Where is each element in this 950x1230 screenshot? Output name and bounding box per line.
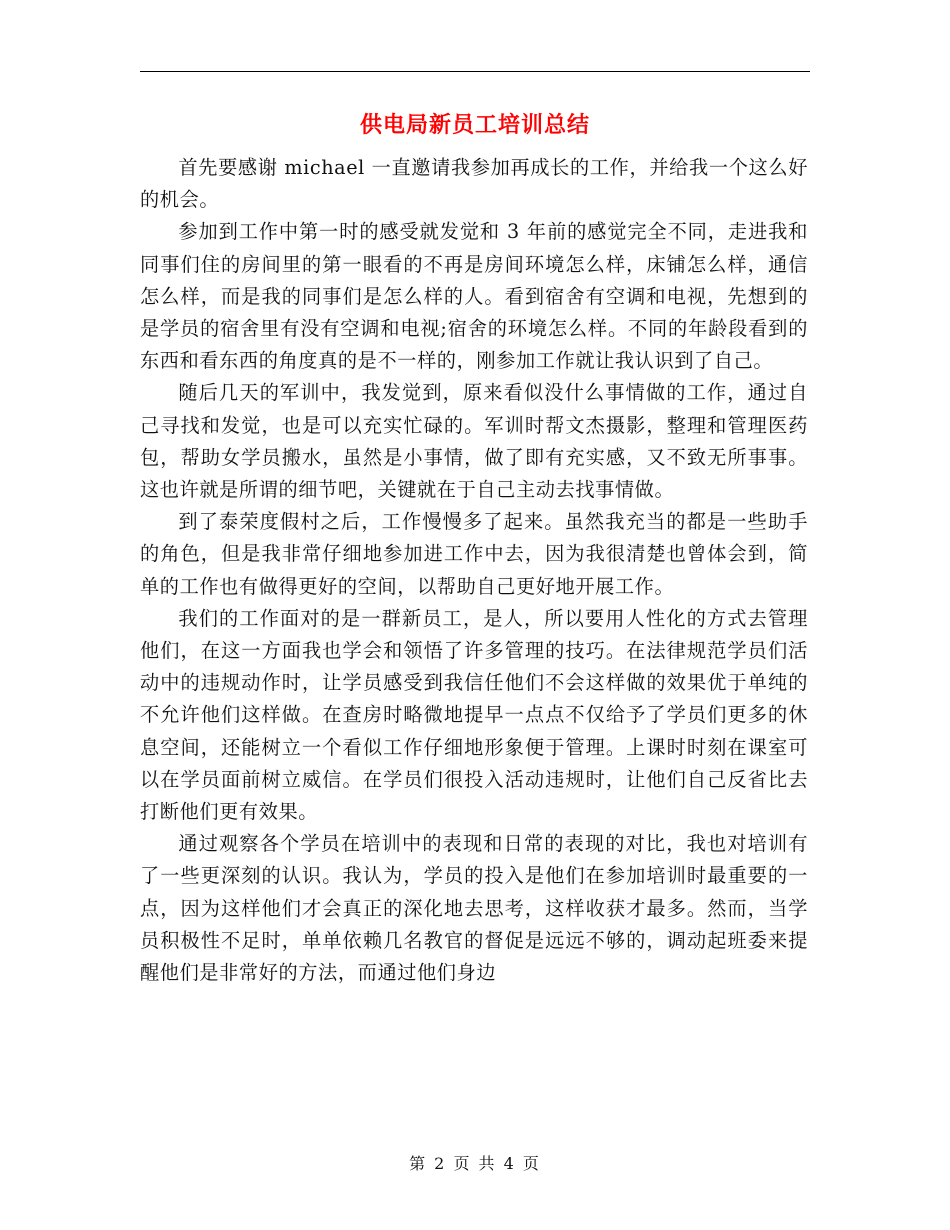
paragraph: 到了泰荣度假村之后，工作慢慢多了起来。虽然我充当的都是一些助手的角色，但是我非常仔细地参加进工作中去，因为我很清楚也曾体会到，简单的工作也有做得更好的空间，以帮助自己更好地开展工作。 — [140, 510, 808, 598]
page-number: 第 2 页 共 4 页 — [409, 1154, 541, 1173]
paragraph: 我们的工作面对的是一群新员工，是人，所以要用人性化的方式去管理他们，在这一方面我也学会和领悟了许多管理的技巧。在法律规范学员们活动中的违规动作时，让学员感受到我信任他们不会这样做的效果优于单纯的不允许他们这样做。在查房时略微地提早一点点不仅给予了学员们更多的休息空间，还能树立一个看似工作仔细地形象便于管理。上课时时刻在课室可以在学员面前树立威信。在学员们很投入活动违规时，让他们自己反省比去打断他们更有效果。 — [140, 606, 808, 824]
document-title: 供电局新员工培训总结 — [359, 112, 590, 138]
header-rule — [140, 71, 810, 72]
paragraph: 随后几天的军训中，我发觉到，原来看似没什么事情做的工作，通过自己寻找和发觉，也是可以充实忙碌的。军训时帮文杰摄影，整理和管理医药包，帮助女学员搬水，虽然是小事情，做了即有充实感，又不致无所事事。这也许就是所谓的细节吧，关键就在于自己主动去找事情做。 — [140, 381, 808, 502]
document-body — [140, 152, 808, 989]
paragraph: 首先要感谢 michael 一直邀请我参加再成长的工作，并给我一个这么好的机会。 — [140, 156, 808, 212]
paragraph: 通过观察各个学员在培训中的表现和日常的表现的对比，我也对培训有了一些更深刻的认识。我认为，学员的投入是他们在参加培训时最重要的一点，因为这样他们才会真正的深化地去思考，这样收获才最多。然而，当学员积极性不足时，单单依赖几名教官的督促是远远不够的，调动起班委来提醒他们是非常好的方法，而通过他们身边 — [140, 832, 808, 985]
paragraph: 参加到工作中第一时的感受就发觉和 3 年前的感觉完全不同，走进我和同事们住的房间里的第一眼看的不再是房间环境怎么样，床铺怎么样，通信怎么样，而是我的同事们是怎么样的人。看到宿舍有空调和电视，先想到的是学员的宿舍里有没有空调和电视;宿舍的环境怎么样。不同的年龄段看到的东西和看东西的角度真的是不一样的，刚参加工作就让我认识到了自己。 — [140, 220, 808, 373]
